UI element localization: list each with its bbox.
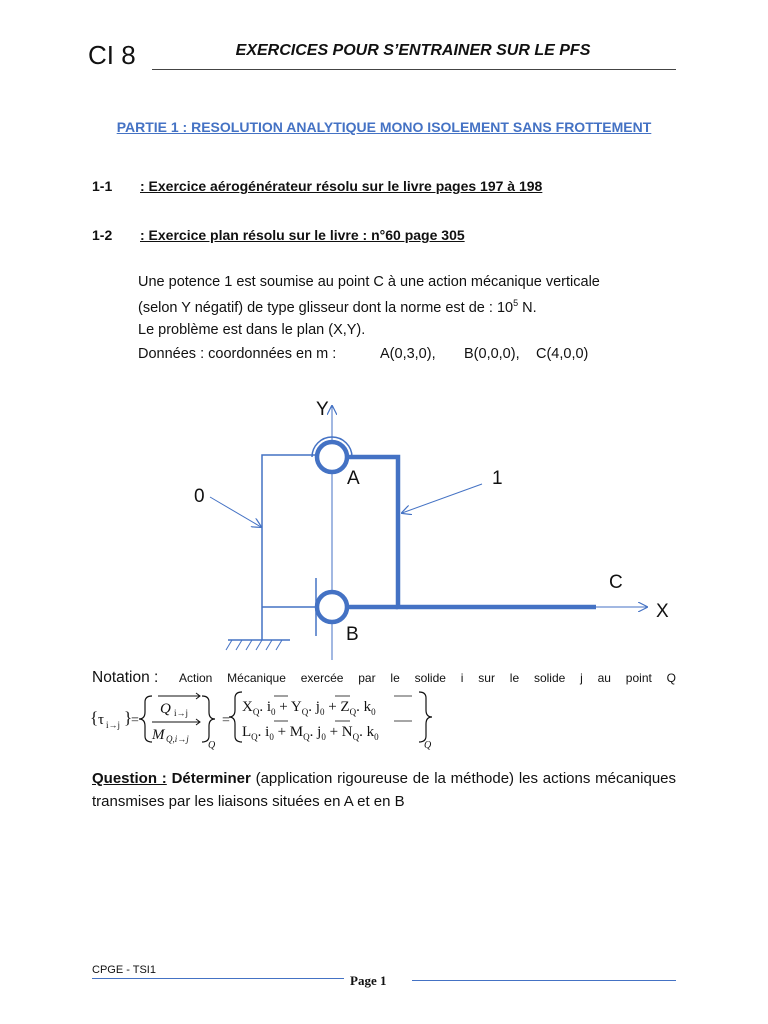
point-subscript-1: Q xyxy=(208,740,216,750)
label-c: C xyxy=(609,572,623,593)
footer-rule-right xyxy=(412,980,676,981)
point-subscript-2: Q xyxy=(424,740,432,750)
ground-hatch xyxy=(226,640,290,650)
statement-line-1: Une potence 1 est soumise au point C à une action mécanique verticale xyxy=(138,274,600,290)
potence-1 xyxy=(332,457,596,607)
equals-sign-1: = xyxy=(131,713,139,728)
statement-line-3: Le problème est dans le plan (X,Y). xyxy=(138,322,366,338)
question-label: Question : xyxy=(92,770,167,787)
label-a: A xyxy=(347,468,360,489)
right-brace-2 xyxy=(419,692,432,742)
left-brace-2 xyxy=(229,692,242,742)
notation-label: Notation : xyxy=(92,669,159,686)
footer-rule-left xyxy=(92,978,344,979)
mechanism-diagram xyxy=(0,380,768,670)
m-subscript: Q,i→j xyxy=(166,734,189,744)
label-0: 0 xyxy=(194,486,205,507)
tau-left-brace: { xyxy=(90,708,99,727)
tau-symbol: τ xyxy=(98,712,105,728)
tau-subscript: i→j xyxy=(106,720,121,730)
question-paragraph xyxy=(92,767,676,813)
coordinate-b: B(0,0,0), xyxy=(464,346,520,362)
footer-class: CPGE - TSI1 xyxy=(92,964,156,976)
coordinate-c: C(4,0,0) xyxy=(536,346,589,362)
chapter-code: CI 8 xyxy=(88,40,136,70)
page-title: EXERCICES POUR S’ENTRAINER SUR LE PFS xyxy=(235,42,591,59)
title-underline xyxy=(152,69,676,70)
formula-row-1: $X_Q$. $i_0 + Y_Q$. $j_0 + Z_Q$. $k_0$ xyxy=(242,699,376,717)
data-label: Données : coordonnées en m : xyxy=(138,346,337,362)
statement-line-2-unit: N. xyxy=(518,299,537,316)
exercise-1-1 xyxy=(92,178,692,196)
leader-1 xyxy=(402,484,482,513)
notation-line xyxy=(92,669,676,687)
tau-right-brace: } xyxy=(124,708,133,727)
exercise-1-2 xyxy=(92,227,692,245)
statement-line-4 xyxy=(138,346,618,362)
q-symbol: Q xyxy=(160,701,171,717)
section-title: PARTIE 1 : RESOLUTION ANALYTIQUE MONO ISOLEMENT SANS FROTTEMENT xyxy=(116,119,652,135)
left-brace xyxy=(139,696,152,742)
formula-row-2: $L_Q$. $i_0 + M_Q$. $j_0 + N_Q$. $k_0$ xyxy=(242,724,379,742)
equals-sign-2: = xyxy=(222,713,230,728)
exercise-number: 1-2 xyxy=(92,227,113,243)
question-text: (application rigoureuse de la méthode) les actions mécaniques transmises par les liaisons situées en A et en B xyxy=(92,770,677,810)
notation-text: Action Mécanique exercée par le solide i sur le solide j au point Q xyxy=(179,671,676,685)
exponent: 5 xyxy=(513,298,519,308)
torsor-formula xyxy=(88,688,448,750)
label-b: B xyxy=(346,624,359,645)
statement-line-2-text: (selon Y négatif) de type glisseur dont la norme est de : 10 xyxy=(138,299,514,316)
page-number: Page 1 xyxy=(350,973,387,988)
label-x: X xyxy=(656,601,669,622)
joint-a xyxy=(317,442,347,472)
q-subscript: i→j xyxy=(174,708,189,718)
label-y: Y xyxy=(316,399,329,420)
coordinate-a: A(0,3,0), xyxy=(380,346,436,362)
m-symbol: M xyxy=(152,727,165,743)
question-verb: Déterminer xyxy=(171,770,251,787)
leader-0 xyxy=(210,497,261,527)
exercise-text: : Exercice aérogénérateur résolu sur le livre pages 197 à 198 xyxy=(140,178,543,194)
exercise-number: 1-1 xyxy=(92,178,113,194)
label-1: 1 xyxy=(492,468,503,489)
exercise-text: : Exercice plan résolu sur le livre : n°60 page 305 xyxy=(140,227,465,243)
statement-line-2 xyxy=(138,298,537,316)
right-brace xyxy=(202,696,215,742)
joint-b xyxy=(317,592,347,622)
